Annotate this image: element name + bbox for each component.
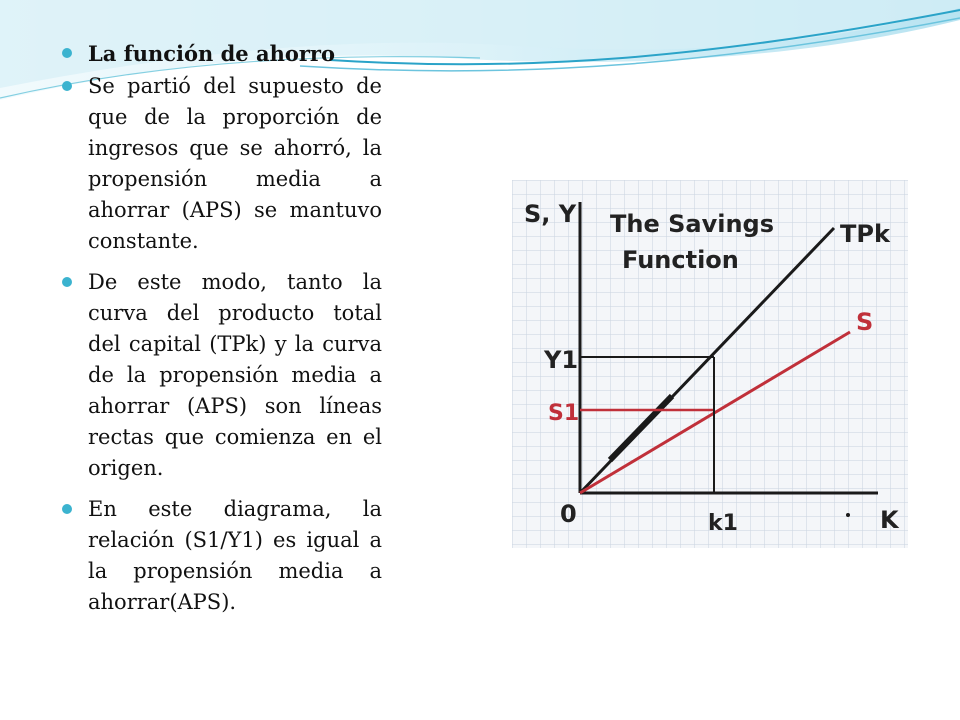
y-axis-label: S, Y (524, 200, 577, 228)
bullet-item (62, 267, 382, 484)
figure-title-line1: The Savings (610, 210, 774, 238)
bullet-dot-icon (62, 81, 72, 91)
bullet-text: De este modo, tanto la curva del producto total del capital (TPk) y la curva de la propensión media a ahorrar (APS) son líneas rectas que comienza en el origen. (88, 270, 382, 480)
slide-text (62, 38, 382, 628)
y1-label: Y1 (544, 346, 579, 374)
bullet-text: En este diagrama, la relación (S1/Y1) es igual a la propensión media a ahorrar(APS). (88, 497, 382, 614)
figure-title-line2: Function (622, 246, 739, 274)
bullet-dot-icon (62, 48, 72, 58)
slide-title: La función de ahorro (88, 41, 335, 66)
k1-label: k1 (708, 511, 738, 536)
bullet-item (62, 494, 382, 618)
origin-label: 0 (560, 500, 577, 528)
axis-dot (846, 513, 850, 517)
bullet-text: Se partió del supuesto de que de la proporción de ingresos que se ahorró, la propensión media a ahorrar (APS) se mantuvo constante. (88, 74, 382, 253)
bullet-item (62, 71, 382, 257)
x-axis-label: K (880, 506, 899, 534)
savings-function-figure (512, 180, 908, 548)
s1-label: S1 (548, 401, 580, 426)
bullet-item (62, 38, 382, 69)
savings-line-label: S (856, 308, 874, 336)
tpk-label: TPk (840, 220, 890, 248)
bullet-dot-icon (62, 277, 72, 287)
bullet-dot-icon (62, 504, 72, 514)
